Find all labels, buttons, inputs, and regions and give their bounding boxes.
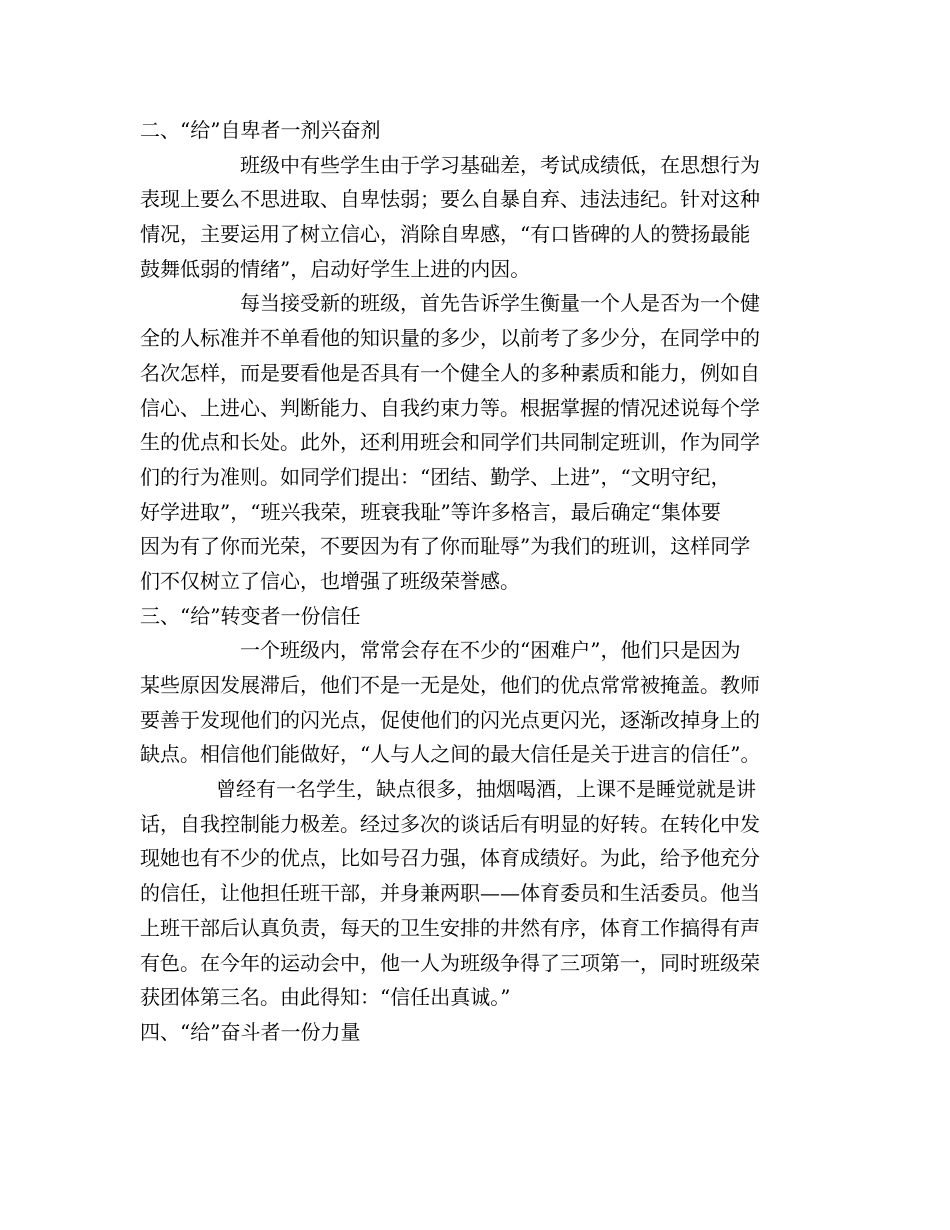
document-body (140, 113, 820, 1050)
text-line: 曾经有一名学生，缺点很多，抽烟喝酒，上课不是睡觉就是讲 (216, 777, 756, 802)
text-line: 某些原因发展滞后，他们不是一无是处，他们的优点常常被掩盖。教师 (140, 673, 760, 697)
text-line: 现她也有不少的优点，比如号召力强，体育成绩好。为此，给予他充分 (140, 846, 760, 871)
text-line: 上班干部后认真负责，每天的卫生安排的井然有序，体育工作搞得有声 (140, 915, 760, 940)
text-line: 话，自我控制能力极差。经过多次的谈话后有明显的好转。在转化中发 (140, 811, 760, 836)
paragraph-3-2 (140, 772, 820, 1015)
section-heading-2: 二、“给”自卑者一剂兴奋剂 (140, 118, 381, 142)
text-line: 全的人标准并不单看他的知识量的多少，以前考了多少分，在同学中的 (140, 326, 760, 351)
text-line: 的信任，让他担任班干部，并身兼两职——体育委员和生活委员。他当 (140, 881, 760, 906)
section-heading-4: 四、“给”奋斗者一份力量 (140, 1019, 361, 1044)
text-line: 获团体第三名。由此得知：“信任出真诚。” (140, 985, 511, 1010)
text-line: 因为有了你而光荣，不要因为有了你而耻辱”为我们的班训，这样同学 (140, 534, 751, 559)
text-line: 名次怎样，而是要看他是否具有一个健全人的多种素质和能力，例如自 (140, 360, 760, 385)
text-line: 一个班级内，常常会存在不少的“困难户”，他们只是因为 (240, 638, 741, 663)
section-heading-3: 三、“给”转变者一份信任 (140, 603, 361, 628)
text-line: 表现上要么不思进取、自卑怯弱；要么自暴自弃、违法违纪。针对这种 (140, 187, 760, 212)
text-line: 每当接受新的班级，首先告诉学生衡量一个人是否为一个健 (240, 291, 760, 316)
text-line: 情况，主要运用了树立信心，消除自卑感，“有口皆碑的人的赞扬最能 (140, 222, 751, 247)
text-line: 好学进取”，“班兴我荣，班衰我耻”等许多格言，最后确定“集体要 (140, 499, 721, 524)
text-line: 班级中有些学生由于学习基础差，考试成绩低，在思想行为 (240, 152, 760, 177)
text-line: 要善于发现他们的闪光点，促使他们的闪光点更闪光，逐渐改掉身上的 (140, 707, 760, 732)
text-line: 鼓舞低弱的情绪”，启动好学生上进的内因。 (140, 256, 531, 281)
text-line: 们的行为准则。如同学们提出：“团结、勤学、上进”，“文明守纪， (140, 464, 731, 489)
text-line: 生的优点和长处。此外，还利用班会和同学们共同制定班训，作为同学 (140, 430, 760, 455)
paragraph-3-1 (140, 633, 820, 772)
paragraph-2-1 (140, 148, 820, 287)
text-line: 信心、上进心、判断能力、自我约束力等。根据掌握的情况述说每个学 (140, 395, 760, 420)
paragraph-2-2 (140, 286, 820, 598)
text-line: 缺点。相信他们能做好，“人与人之间的最大信任是关于进言的信任”。 (140, 742, 761, 767)
text-line: 有色。在今年的运动会中，他一人为班级争得了三项第一，同时班级荣 (140, 950, 760, 975)
text-line: 们不仅树立了信心，也增强了班级荣誉感。 (140, 568, 520, 593)
